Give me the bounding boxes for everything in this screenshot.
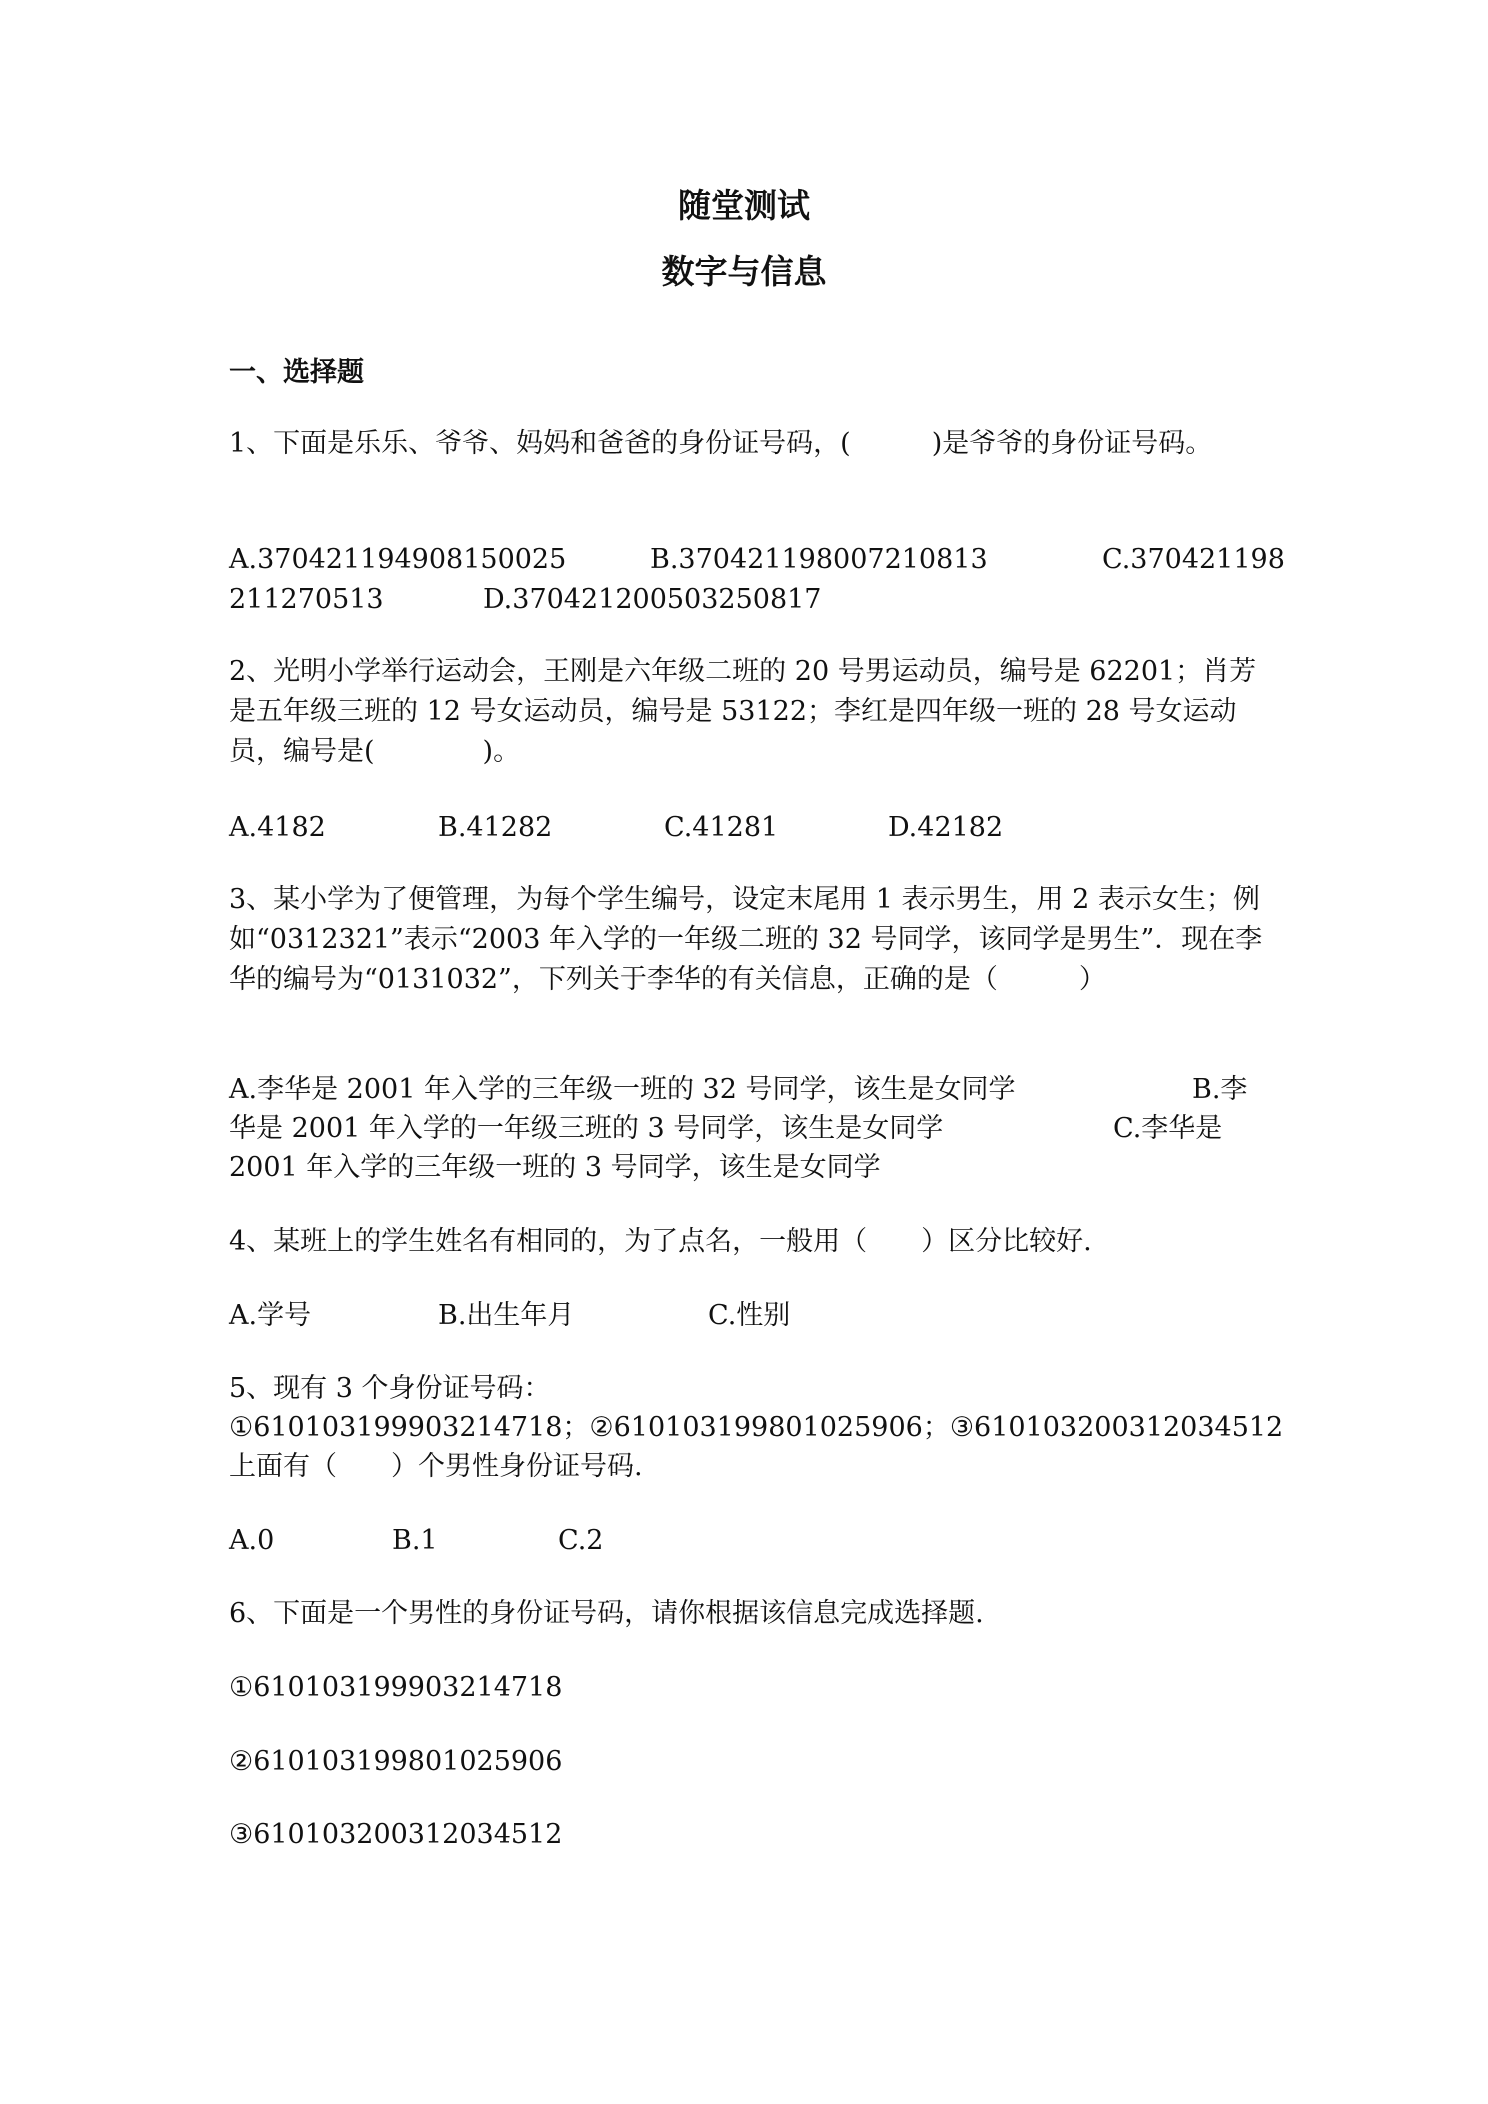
question-2-option-b: B.41282 bbox=[438, 812, 553, 843]
question-2-stem: 2、光明小学举行运动会，王刚是六年级二班的 20 号男运动员，编号是 62201；肖芳是五年级三班的 12 号女运动员，编号是 53122；李红是四年级一班的 28 号女运动员，编号是( )。 bbox=[229, 656, 1257, 767]
question-6-id-3: ③610103200312034512 bbox=[229, 1819, 563, 1850]
question-3-stem: 3、某小学为了便管理，为每个学生编号，设定末尾用 1 表示男生，用 2 表示女生；例如“0312321”表示“2003 年入学的一年级二班的 32 号同学，该同学是男生”．现在李华的编号为“0131032”，下列关于李华的有关信息，正确的是（ ） bbox=[229, 884, 1263, 995]
question-3-option-b: B.李 bbox=[1192, 1074, 1248, 1105]
question-3-option-c: C.李华是 bbox=[1113, 1113, 1223, 1144]
question-4-option-b: B.出生年月 bbox=[438, 1300, 575, 1331]
question-1-option-c: C.370421198 bbox=[1102, 544, 1285, 575]
question-1-option-c-continued: 211270513 bbox=[229, 584, 384, 615]
question-5-id-list: ①610103199903214718；②610103199801025906；③610103200312034512 bbox=[229, 1412, 1284, 1443]
question-4-option-a: A.学号 bbox=[229, 1300, 312, 1331]
question-6-id-2: ②610103199801025906 bbox=[229, 1746, 563, 1777]
question-3-option-a: A.李华是 2001 年入学的三年级一班的 32 号同学，该生是女同学 bbox=[229, 1074, 1016, 1105]
page-title: 随堂测试 bbox=[678, 186, 810, 225]
question-3-option-b-continued: 华是 2001 年入学的一年级三班的 3 号同学，该生是女同学 bbox=[229, 1113, 944, 1144]
question-2-option-d: D.42182 bbox=[888, 812, 1004, 843]
question-2-option-a: A.4182 bbox=[229, 812, 326, 843]
section-heading: 一、选择题 bbox=[229, 357, 364, 388]
question-5-prompt: 上面有（ ）个男性身份证号码. bbox=[229, 1451, 643, 1482]
question-5-option-a: A.0 bbox=[229, 1525, 275, 1556]
question-1-stem: 1、下面是乐乐、爷爷、妈妈和爸爸的身份证号码，( )是爷爷的身份证号码。 bbox=[229, 428, 1213, 459]
question-5-option-b: B.1 bbox=[392, 1525, 438, 1556]
question-2-option-c: C.41281 bbox=[664, 812, 779, 843]
question-6-stem: 6、下面是一个男性的身份证号码，请你根据该信息完成选择题. bbox=[229, 1598, 984, 1629]
question-4-option-c: C.性别 bbox=[708, 1300, 791, 1331]
question-3-option-c-continued: 2001 年入学的三年级一班的 3 号同学，该生是女同学 bbox=[229, 1152, 881, 1183]
question-6-id-1: ①610103199903214718 bbox=[229, 1672, 563, 1703]
question-1-option-b: B.370421198007210813 bbox=[650, 544, 988, 575]
question-1-option-a: A.370421194908150025 bbox=[229, 544, 567, 575]
page-subtitle: 数字与信息 bbox=[661, 252, 827, 291]
question-5-stem: 5、现有 3 个身份证号码： bbox=[229, 1373, 551, 1404]
question-5-option-c: C.2 bbox=[558, 1525, 604, 1556]
question-4-stem: 4、某班上的学生姓名有相同的，为了点名，一般用（ ）区分比较好. bbox=[229, 1226, 1092, 1257]
question-1-option-d: D.370421200503250817 bbox=[483, 584, 822, 615]
